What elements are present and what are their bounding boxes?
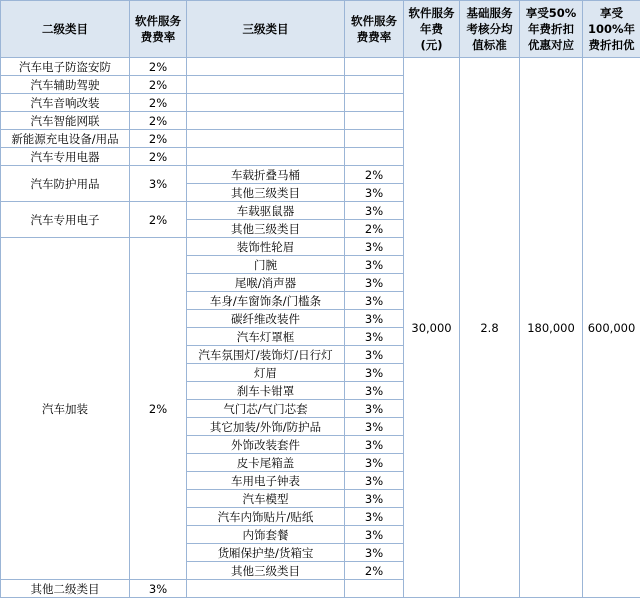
- tertiary-category-cell: 外饰改装套件: [187, 436, 345, 454]
- secondary-rate-cell: 3%: [130, 166, 187, 202]
- secondary-rate-cell: 2%: [130, 130, 187, 148]
- tertiary-rate-cell: 3%: [345, 256, 404, 274]
- header-discount-50: 享受50% 年费折扣 优惠对应: [520, 1, 583, 58]
- tertiary-category-cell: 车身/车窗饰条/门槛条: [187, 292, 345, 310]
- secondary-category-cell: 汽车专用电器: [1, 148, 130, 166]
- tertiary-category-cell: 碳纤维改装件: [187, 310, 345, 328]
- tertiary-rate-cell: [345, 76, 404, 94]
- tertiary-rate-cell: 3%: [345, 508, 404, 526]
- tertiary-category-cell: [187, 76, 345, 94]
- tertiary-rate-cell: 3%: [345, 400, 404, 418]
- tertiary-rate-cell: 3%: [345, 310, 404, 328]
- tertiary-category-cell: 内饰套餐: [187, 526, 345, 544]
- secondary-rate-cell: 2%: [130, 58, 187, 76]
- tertiary-rate-cell: 3%: [345, 364, 404, 382]
- tertiary-category-cell: 车载驱鼠器: [187, 202, 345, 220]
- header-discount-100: 享受 100%年 费折扣优: [583, 1, 640, 58]
- tertiary-rate-cell: 2%: [345, 220, 404, 238]
- secondary-category-cell: 汽车防护用品: [1, 166, 130, 202]
- tertiary-category-cell: 汽车灯罩框: [187, 328, 345, 346]
- annual-fee-cell: 30,000: [404, 58, 460, 598]
- table-row: [1, 58, 640, 76]
- tertiary-rate-cell: 3%: [345, 382, 404, 400]
- secondary-rate-cell: 2%: [130, 94, 187, 112]
- tertiary-category-cell: 尾喉/消声器: [187, 274, 345, 292]
- tertiary-rate-cell: 3%: [345, 346, 404, 364]
- tertiary-category-cell: 货厢保护垫/货箱宝: [187, 544, 345, 562]
- tertiary-category-cell: [187, 580, 345, 598]
- tertiary-category-cell: 气门芯/气门芯套: [187, 400, 345, 418]
- tertiary-category-cell: 刹车卡钳罩: [187, 382, 345, 400]
- tertiary-rate-cell: 3%: [345, 184, 404, 202]
- tertiary-category-cell: 其他三级类目: [187, 220, 345, 238]
- header-tertiary-category: 三级类目: [187, 1, 345, 58]
- tertiary-rate-cell: 3%: [345, 238, 404, 256]
- tertiary-category-cell: 门腕: [187, 256, 345, 274]
- tertiary-category-cell: 汽车内饰贴片/贴纸: [187, 508, 345, 526]
- tertiary-rate-cell: 3%: [345, 328, 404, 346]
- tertiary-rate-cell: 3%: [345, 292, 404, 310]
- discount-100-cell: 600,000: [583, 58, 640, 598]
- tertiary-category-cell: 汽车氛围灯/装饰灯/日行灯: [187, 346, 345, 364]
- tertiary-rate-cell: 2%: [345, 562, 404, 580]
- score-standard-cell: 2.8: [460, 58, 520, 598]
- tertiary-category-cell: 车用电子钟表: [187, 472, 345, 490]
- tertiary-rate-cell: [345, 580, 404, 598]
- secondary-rate-cell: 2%: [130, 112, 187, 130]
- header-score-standard: 基础服务 考核分均 值标准: [460, 1, 520, 58]
- header-secondary-category: 二级类目: [1, 1, 130, 58]
- tertiary-category-cell: 皮卡尾箱盖: [187, 454, 345, 472]
- discount-50-cell: 180,000: [520, 58, 583, 598]
- secondary-category-cell: 汽车智能网联: [1, 112, 130, 130]
- tertiary-rate-cell: [345, 112, 404, 130]
- tertiary-rate-cell: [345, 148, 404, 166]
- secondary-category-cell: 汽车音响改装: [1, 94, 130, 112]
- secondary-rate-cell: 2%: [130, 238, 187, 580]
- tertiary-rate-cell: 3%: [345, 418, 404, 436]
- tertiary-category-cell: 装饰性轮眉: [187, 238, 345, 256]
- tertiary-rate-cell: 3%: [345, 526, 404, 544]
- tertiary-category-cell: 车载折叠马桶: [187, 166, 345, 184]
- secondary-category-cell: 汽车辅助驾驶: [1, 76, 130, 94]
- header-tertiary-rate: 软件服务 费费率: [345, 1, 404, 58]
- tertiary-rate-cell: 3%: [345, 274, 404, 292]
- header-secondary-rate: 软件服务 费费率: [130, 1, 187, 58]
- tertiary-category-cell: 其它加装/外饰/防护品: [187, 418, 345, 436]
- tertiary-rate-cell: 3%: [345, 454, 404, 472]
- secondary-category-cell: 汽车电子防盗安防: [1, 58, 130, 76]
- secondary-category-cell: 新能源充电设备/用品: [1, 130, 130, 148]
- header-row: [1, 1, 640, 58]
- tertiary-category-cell: [187, 58, 345, 76]
- secondary-category-cell: 其他二级类目: [1, 580, 130, 598]
- tertiary-rate-cell: 3%: [345, 472, 404, 490]
- tertiary-category-cell: 其他三级类目: [187, 184, 345, 202]
- secondary-rate-cell: 2%: [130, 148, 187, 166]
- tertiary-category-cell: 灯眉: [187, 364, 345, 382]
- secondary-category-cell: 汽车专用电子: [1, 202, 130, 238]
- tertiary-rate-cell: 3%: [345, 544, 404, 562]
- tertiary-category-cell: 其他三级类目: [187, 562, 345, 580]
- tertiary-rate-cell: [345, 58, 404, 76]
- tertiary-rate-cell: 3%: [345, 202, 404, 220]
- secondary-rate-cell: 2%: [130, 202, 187, 238]
- secondary-rate-cell: 2%: [130, 76, 187, 94]
- tertiary-category-cell: [187, 112, 345, 130]
- tertiary-category-cell: [187, 130, 345, 148]
- header-annual-fee: 软件服务 年费 (元): [404, 1, 460, 58]
- tertiary-category-cell: 汽车模型: [187, 490, 345, 508]
- tertiary-category-cell: [187, 94, 345, 112]
- tertiary-rate-cell: 3%: [345, 490, 404, 508]
- tertiary-rate-cell: [345, 94, 404, 112]
- tertiary-rate-cell: 2%: [345, 166, 404, 184]
- secondary-rate-cell: 3%: [130, 580, 187, 598]
- secondary-category-cell: 汽车加装: [1, 238, 130, 580]
- tertiary-category-cell: [187, 148, 345, 166]
- tertiary-rate-cell: 3%: [345, 436, 404, 454]
- tertiary-rate-cell: [345, 130, 404, 148]
